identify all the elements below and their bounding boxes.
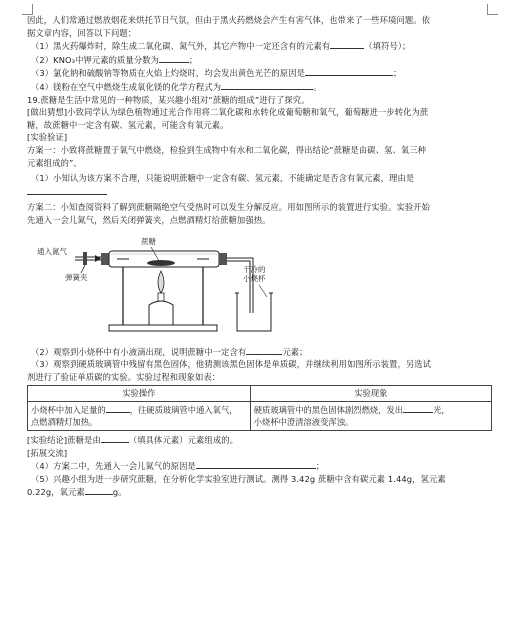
label-beaker: 干冷的 小烧杯 <box>243 264 266 283</box>
answer-blank[interactable] <box>101 433 129 443</box>
question-2: （2）KNO₃中钾元素的质量分数为 ； <box>31 54 198 65</box>
text-line: 剂进行了验证单质碳的实验。实验过程和现象如表： <box>27 371 221 382</box>
apparatus-diagram <box>31 233 291 341</box>
answer-blank[interactable] <box>196 459 316 469</box>
worksheet-page <box>27 14 495 499</box>
answer-blank[interactable] <box>403 403 433 413</box>
answer-blank[interactable] <box>85 485 113 495</box>
answer-blank[interactable] <box>159 53 189 63</box>
question-3: （3）氯化钠和硫酸钠等物质在火焰上灼烧时，均会发出黄色光芒的原因是 ； <box>31 68 402 79</box>
conclusion-line: [实验结论]蔗糖是由 （填具体元素）元素组成的。 <box>27 435 239 446</box>
answer-line <box>27 185 495 199</box>
text-line: 因此，人们常通过燃放烟花来烘托节日气氛，但由于黑火药燃烧会产生有害气体，也带来了一些环境问题。依 <box>27 15 431 25</box>
question-19-1: （1）小知认为该方案不合理，只能说明蔗糖中一定含有碳、氢元素，不能确定是否含有氧元素，理由是 <box>31 173 415 184</box>
experiment-table <box>27 385 492 431</box>
answer-blank[interactable] <box>330 39 364 49</box>
text-line: 先通入一会儿氮气，然后关闭弹簧夹，点燃酒精灯给蔗糖加强热。 <box>27 214 271 225</box>
table-cell-operation: 小烧杯中加入足量的 ，往硬质玻璃管中通入氧气， 点燃酒精灯加热。 <box>28 401 251 430</box>
label-spring-clamp: 弹簧夹 <box>65 272 88 282</box>
answer-blank[interactable] <box>305 66 393 76</box>
text-line: 方案二：小知查阅资料了解到蔗糖隔绝空气受热时可以发生分解反应。用如图所示的装置进行实验。实验开始 <box>27 202 431 213</box>
answer-blank[interactable] <box>246 345 282 355</box>
question-1: （1）黑火药爆炸时，除生成二氧化碳、氮气外，其它产物中一定还含有的元素有 （填符号）； <box>31 41 411 52</box>
answer-blank[interactable] <box>221 80 313 90</box>
text-line: 19.蔗糖是生活中常见的一种物质，某兴趣小组对“蔗糖的组成”进行了探究。 <box>27 94 310 105</box>
text-line: 元素组成的”。 <box>27 157 82 168</box>
section-heading: [实验验证] <box>27 132 68 143</box>
question-19-5-cont: 0.22g，氧元素 g。 <box>27 487 127 498</box>
table-cell-phenomenon: 硬质玻璃管中的黑色固体剧烈燃烧，发出 光， 小烧杯中澄清溶液变浑浊。 <box>250 401 491 430</box>
answer-blank[interactable] <box>106 403 130 413</box>
text-line: 据文章内容，回答以下问题： <box>27 27 137 38</box>
text-line: [做出猜想]小致同学认为绿色植物通过光合作用将二氧化碳和水转化成葡萄糖和氧气，葡萄糖进一步转化为蔗 <box>27 107 429 118</box>
question-19-5: （5）兴趣小组为进一步研究蔗糖，在分析化学实验室进行测试。测得 3.42g 蔗糖中含有碳元素 1.44g，氢元素 <box>31 473 446 484</box>
question-19-4: （4）方案二中，先通入一会儿氮气的原因是 ； <box>31 461 325 472</box>
apparatus-drawing <box>31 233 291 341</box>
answer-blank[interactable] <box>27 185 107 195</box>
question-19-2: （2）观察到小烧杯中有小液滴出现，说明蔗糖中一定含有 元素； <box>31 346 308 357</box>
text-line: （3）观察到硬质玻璃管中残留有黑色固体，他猜测该黑色固体是单质碳，并继续利用如图所示装置，另选试 <box>31 359 432 370</box>
table-header: 实验现象 <box>250 386 491 402</box>
section-heading: [拓展交流] <box>27 447 68 458</box>
table-header: 实验操作 <box>28 386 251 402</box>
text-line: 方案一：小致将蔗糖置于氧气中燃烧，检验到生成物中有水和二氧化碳，得出结论“蔗糖是由碳、氢、氧三种 <box>27 144 427 155</box>
text-line: 糖，故蔗糖中一定含有碳、氢元素，可能含有氧元素。 <box>27 119 229 130</box>
label-sugar: 蔗糖 <box>141 236 156 246</box>
question-4: （4）镁粉在空气中燃烧生成氧化镁的化学方程式为 。 <box>31 81 322 92</box>
label-nitrogen-inlet: 通入氮气 <box>37 246 67 256</box>
